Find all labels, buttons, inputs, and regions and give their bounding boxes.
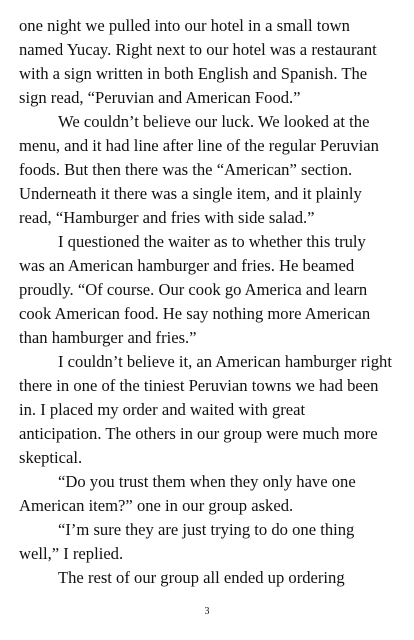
text-line: sign read, “Peruvian and American Food.” (19, 88, 301, 107)
text-line-indented: “I’m sure they are just trying to do one thing (58, 520, 355, 539)
text-line: well,” I replied. (19, 544, 124, 563)
text-line: than hamburger and fries.” (19, 328, 197, 347)
text-line: there in one of the tiniest Peruvian towns we had been (19, 376, 379, 395)
text-line-indented: “Do you trust them when they only have one (58, 472, 356, 491)
text-line: proudly. “Of course. Our cook go America and learn (19, 280, 368, 299)
text-line-indented: I questioned the waiter as to whether this truly (58, 232, 366, 251)
text-line: anticipation. The others in our group were much more (19, 424, 378, 443)
page-number: 3 (204, 606, 210, 617)
text-line: one night we pulled into our hotel in a small town (19, 16, 350, 35)
text-line: foods. But then there was the “American” section. (19, 160, 353, 179)
text-line-indented: We couldn’t believe our luck. We looked at the (58, 112, 370, 131)
text-line: American item?” one in our group asked. (19, 496, 294, 515)
text-line-indented: I couldn’t believe it, an American hamburger right (58, 352, 392, 371)
text-line: Underneath it there was a single item, and it plainly (19, 184, 362, 203)
text-line: in. I placed my order and waited with great (19, 400, 306, 419)
text-line: menu, and it had line after line of the regular Peruvian (19, 136, 379, 155)
text-line: cook American food. He say nothing more American (19, 304, 371, 323)
text-line: named Yucay. Right next to our hotel was a restaurant (19, 40, 377, 59)
text-line: skeptical. (19, 448, 83, 467)
text-line: with a sign written in both English and Spanish. The (19, 64, 368, 83)
text-line: read, “Hamburger and fries with side salad.” (19, 208, 315, 227)
text-line-indented: The rest of our group all ended up ordering (58, 568, 345, 587)
text-line: was an American hamburger and fries. He beamed (19, 256, 355, 275)
